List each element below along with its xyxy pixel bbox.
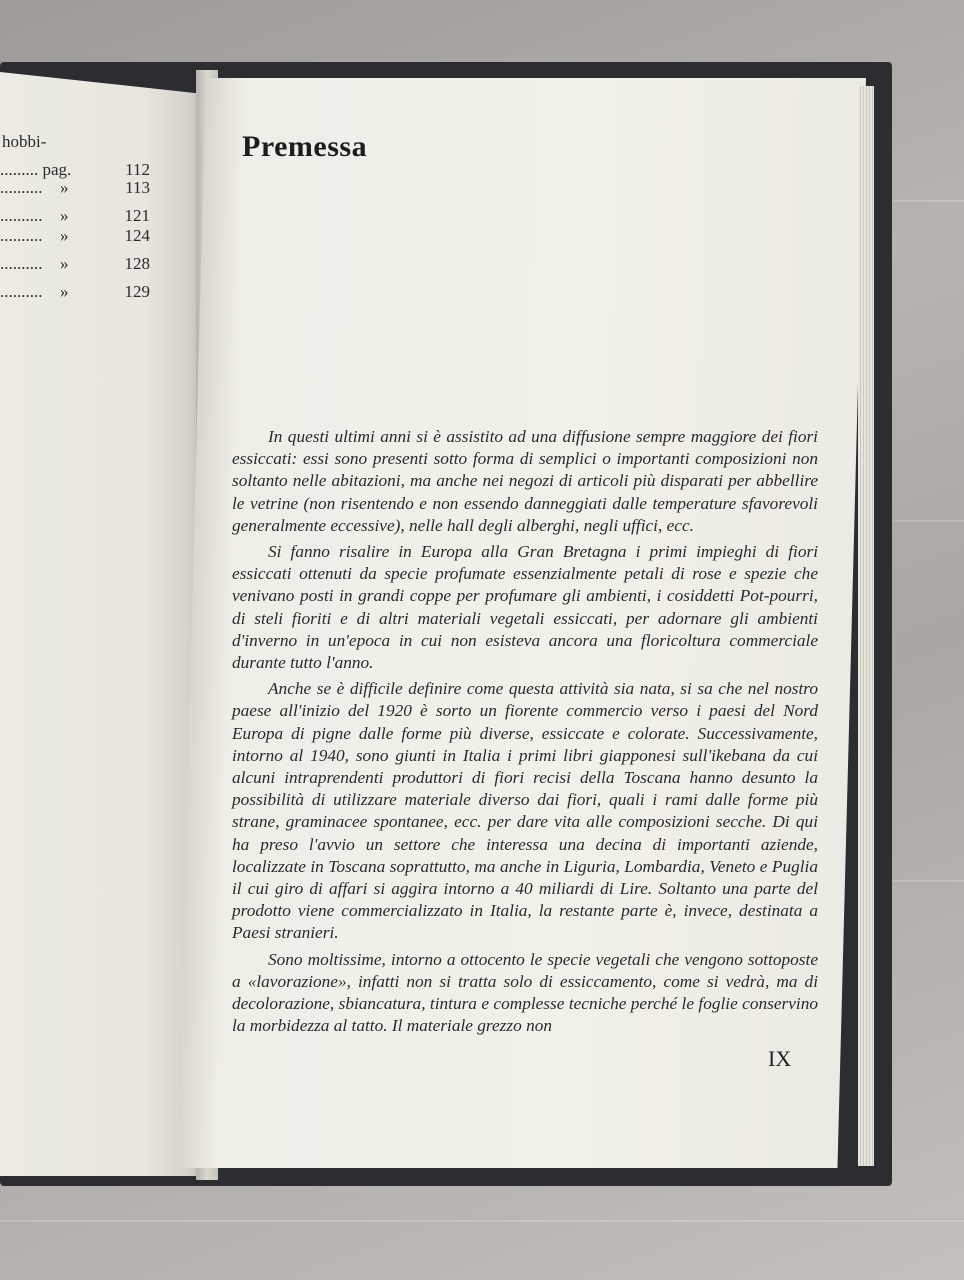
body-text (232, 426, 818, 1041)
page-edges (858, 86, 874, 1166)
page-number: IX (768, 1046, 792, 1071)
toc-row: ......... pag. 112 (0, 160, 150, 179)
page-title: Premessa (242, 130, 368, 163)
floor-seam (0, 1220, 964, 1222)
toc-row: .......... » 128 (0, 254, 150, 273)
toc-row: .......... » 124 (0, 226, 150, 245)
toc-row: .......... » 121 (0, 206, 150, 225)
toc-row: .......... » 129 (0, 282, 150, 301)
paragraph: In questi ultimi anni si è assistito ad una diffusione sempre maggiore dei fiori essiccati: essi sono presenti sotto forma di semplici o importanti composizioni non soltanto nelle abitazioni, ma anche nei negozi di articoli più disparati per abbellire le vetrine (non risentendo e non essendo danneggiati dalle temperature sfavorevoli generalmente eccessive), nelle hall degli alberghi, negli uffici, ecc. (232, 427, 818, 535)
paragraph: Si fanno risalire in Europa alla Gran Bretagna i primi impieghi di fiori essiccati ottenuti da specie profumate essenzialmente petali di rose e spezie che venivano posti in grandi coppe per profumare gli ambienti, i cosiddetti Pot-pourri, di steli fioriti e di altri materiali vegetali essiccati, per adornare gli ambienti d'inverno in un'epoca in cui non esisteva ancora una floricoltura commerciale durante tutto l'anno. (232, 542, 818, 673)
paragraph: Anche se è difficile definire come questa attività sia nata, si sa che nel nostro paese all'inizio del 1920 è sorto un fiorente commercio verso i paesi del Nord Europa di pigne dalle forme più diverse, essiccate e colorate. Successivamente, intorno al 1940, sono giunti in Italia i primi libri giapponesi sull'ikebana da cui alcuni intraprendenti produttori di fiori recisi della Toscana hanno desunto la possibilità di utilizzare materiale diverso dai fiori, quali i rami dalle forme più strane, graminacee spontanee, ecc. per dare vita alle composizioni secche. Di qui ha preso l'avvio un settore che interessa una decina di importanti aziende, localizzate in Toscana soprattutto, ma anche in Liguria, Lombardia, Veneto e Puglia il cui giro di affari si aggira intorno a 40 miliardi di Lire. Soltanto una parte del prodotto viene commercializzato in Italia, la restante parte è, invece, destinata a Paesi stranieri. (232, 679, 818, 943)
toc-first-line: hobbi- (2, 132, 47, 151)
paragraph: Sono moltissime, intorno a ottocento le specie vegetali che vengono sottoposte a «lavorazione», infatti non si tratta solo di essiccamento, come si vedrà, ma di decolorazione, sbiancatura, tintura e complesse tecniche perché le foglie conservino la morbidezza al tatto. Il materiale grezzo non (232, 949, 818, 1036)
toc-row: .......... » 113 (0, 178, 150, 197)
